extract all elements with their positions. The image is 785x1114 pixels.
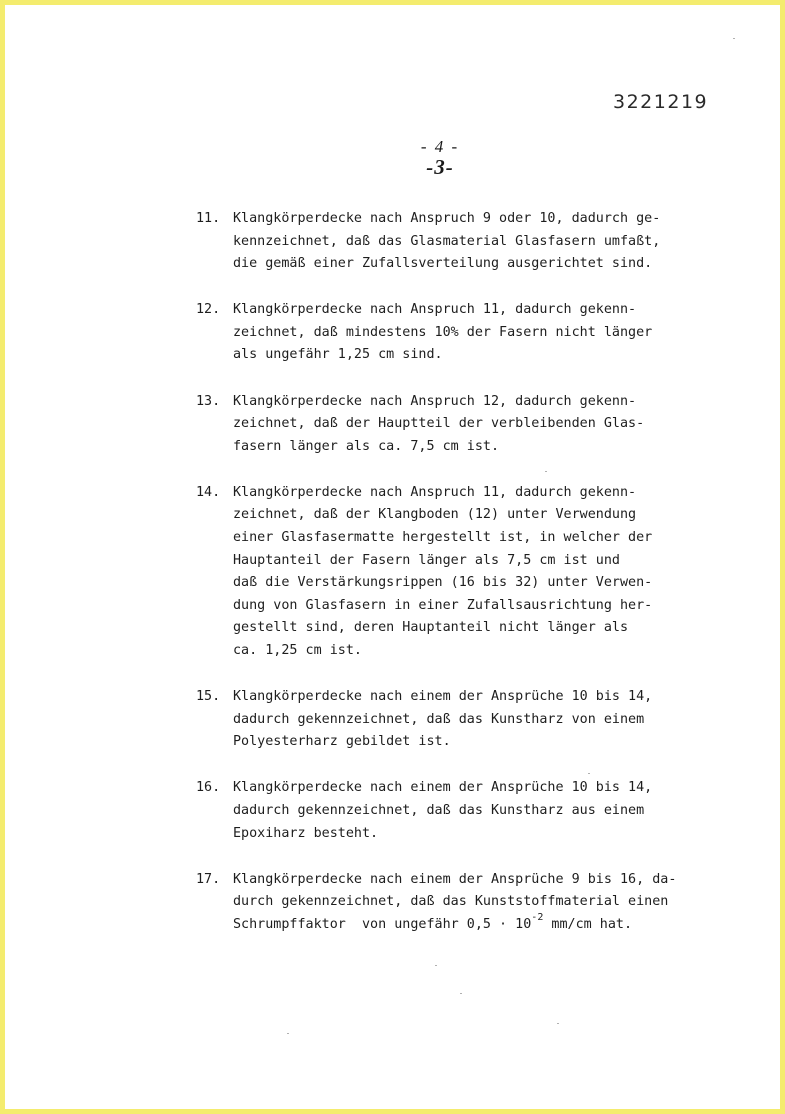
claim-15: [196, 686, 716, 754]
scan-speck: [435, 965, 437, 966]
claim-13: [196, 391, 716, 459]
scan-speck: [287, 1033, 289, 1034]
claim-text-line: Hauptanteil der Fasern länger als 7,5 cm ist und: [233, 552, 620, 568]
claim-text-line: als ungefähr 1,25 cm sind.: [233, 347, 443, 363]
formula-unit: mm/cm hat.: [543, 916, 633, 932]
claims-list: [196, 208, 716, 960]
claim-text-line: zeichnet, daß der Klangboden (12) unter Verwendung: [233, 507, 637, 523]
claim-text-line: dadurch gekennzeichnet, daß das Kunstharz von einem: [233, 711, 645, 727]
claim-text-line: Polyesterharz gebildet ist.: [233, 734, 451, 750]
claim-number: 11.: [196, 211, 221, 226]
page-number-handwritten: - 4 -: [420, 137, 460, 156]
scan-speck: [460, 993, 462, 994]
claim-text-line: zeichnet, daß mindestens 10% der Fasern nicht länger: [233, 324, 653, 340]
claim-17: [196, 869, 716, 937]
claim-14: [196, 482, 716, 663]
claim-text-line: zeichnet, daß der Hauptteil der verbleibenden Glas-: [233, 416, 645, 432]
claim-text-line: Klangkörperdecke nach einem der Ansprüche 10 bis 14,: [233, 689, 653, 705]
claim-text-line: durch gekennzeichnet, daß das Kunststoffmaterial einen: [233, 894, 669, 910]
claim-text-line: kennzeichnet, daß das Glasmaterial Glasfasern umfaßt,: [233, 233, 661, 249]
claim-text-line: Klangkörperdecke nach Anspruch 12, dadurch gekenn-: [233, 393, 637, 409]
claim-number: 13.: [196, 393, 221, 409]
claim-11: [196, 208, 716, 276]
claim-text-line: dadurch gekennzeichnet, daß das Kunstharz aus einem: [233, 802, 645, 818]
claim-number: 12.: [196, 302, 221, 318]
claim-text-line: einer Glasfasermatte hergestellt ist, in welcher der: [233, 530, 653, 546]
claim-text-line: Epoxiharz besteht.: [233, 825, 379, 841]
page-number-original: -3-: [426, 155, 454, 179]
claim-number: 17.: [196, 871, 221, 887]
formula-text: Schrumpffaktor von ungefähr 0,5 · 10: [233, 916, 532, 932]
scan-speck: [733, 38, 735, 39]
claim-text-line: daß die Verstärkungsrippen (16 bis 32) unter Verwen-: [233, 575, 653, 591]
claim-number: 15.: [196, 689, 221, 705]
claim-text-line: gestellt sind, deren Hauptanteil nicht länger als: [233, 620, 629, 636]
claim-number: 14.: [196, 484, 221, 500]
claim-text-line: Klangkörperdecke nach einem der Ansprüche 9 bis 16, da-: [233, 871, 677, 887]
claim-text-line-formula: [233, 914, 716, 937]
claim-16: [196, 777, 716, 845]
scan-speck: [588, 773, 590, 774]
claim-12: [196, 299, 716, 367]
claim-text-line: dung von Glasfasern in einer Zufallsausrichtung her-: [233, 597, 653, 613]
claim-text-line: Klangkörperdecke nach Anspruch 11, dadurch gekenn-: [233, 302, 637, 318]
claim-text-line: ca. 1,25 cm ist.: [233, 643, 362, 658]
claim-text-line: Klangkörperdecke nach einem der Ansprüche 10 bis 14,: [233, 780, 653, 796]
claim-text-line: Klangkörperdecke nach Anspruch 11, dadurch gekenn-: [233, 484, 637, 500]
claim-text-line: fasern länger als ca. 7,5 cm ist.: [233, 438, 500, 454]
formula-exponent: -2: [531, 912, 544, 924]
scan-speck: [557, 1023, 559, 1024]
claim-text-line: Klangkörperdecke nach Anspruch 9 oder 10, dadurch ge-: [233, 211, 661, 226]
scan-speck: [545, 471, 547, 472]
claim-text-line: die gemäß einer Zufallsverteilung ausgerichtet sind.: [233, 256, 653, 272]
document-number: 3221219: [613, 91, 709, 113]
claim-number: 16.: [196, 780, 221, 796]
